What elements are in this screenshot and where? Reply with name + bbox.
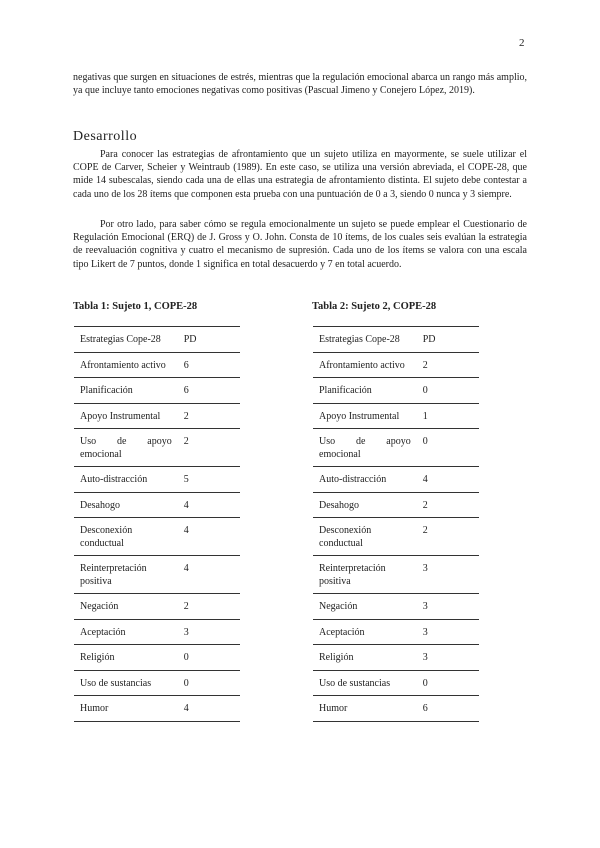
pd-cell: 6 (178, 378, 240, 404)
strategy-cell: Estrategias Cope-28 (74, 327, 178, 353)
table-row (74, 403, 240, 429)
table-row (313, 352, 479, 378)
pd-cell: 3 (417, 594, 479, 620)
section-heading: Desarrollo (73, 129, 138, 144)
table-row (74, 556, 240, 594)
table-row (74, 352, 240, 378)
table-1-caption: Tabla 1: Sujeto 1, COPE-28 (73, 301, 198, 312)
pd-cell: 3 (178, 619, 240, 645)
pd-cell: 0 (417, 378, 479, 404)
strategy-cell: Apoyo Instrumental (313, 403, 417, 429)
pd-cell: 6 (417, 696, 479, 722)
strategy-cell: Uso de apoyo emocional (74, 429, 178, 467)
table-row (74, 518, 240, 556)
table-header-row (74, 327, 240, 353)
strategy-cell: Uso de sustancias (313, 670, 417, 696)
pd-cell: 4 (417, 467, 479, 493)
table-row (313, 429, 479, 467)
paragraph-intro-continuation: negativas que surgen en situaciones de estrés, mientras que la regulación emocional abarca un rango más amplio, ya que incluye tanto emociones negativas como positivas (Pascual Jimeno y Conejero López, 2019). (73, 72, 527, 97)
pd-cell: PD (417, 327, 479, 353)
paragraph-erq: Por otro lado, para saber cómo se regula emocionalmente un sujeto se puede emplear el Cuestionario de Regulación Emocional (ERQ) de J. Gross y O. John. Consta de 10 ítems, de los cuales seis evalúan la estrategia de reevaluación cognitiva y cuatro el mecanismo de supresión. Cada uno de los ítems se valora con una escala tipo Likert de 7 puntos, donde 1 significa en total desacuerdo y 7 en total acuerdo. (73, 219, 527, 270)
strategy-cell: Aceptación (74, 619, 178, 645)
table-2-subject-2 (313, 326, 479, 722)
table-2-caption: Tabla 2: Sujeto 2, COPE-28 (312, 301, 437, 312)
strategy-cell: Apoyo Instrumental (74, 403, 178, 429)
strategy-cell: Desconexión conductual (313, 518, 417, 556)
pd-cell: 4 (178, 556, 240, 594)
table-1-subject-1 (74, 326, 240, 722)
table-row (313, 492, 479, 518)
pd-cell: PD (178, 327, 240, 353)
strategy-cell: Humor (74, 696, 178, 722)
pd-cell: 4 (178, 696, 240, 722)
table-row (313, 645, 479, 671)
strategy-cell: Desahogo (74, 492, 178, 518)
table-row (74, 492, 240, 518)
strategy-cell: Reinterpretación positiva (313, 556, 417, 594)
table-row (74, 594, 240, 620)
table-row (74, 378, 240, 404)
pd-cell: 3 (417, 619, 479, 645)
table-row (313, 556, 479, 594)
paragraph-cope: Para conocer las estrategias de afrontamiento que un sujeto utiliza en mayormente, se suele utilizar el COPE de Carver, Scheier y Weintraub (1989). En este caso, se utiliza una versión abreviada, el COPE-28, que mide 14 subescalas, siendo cada una de ellas una estrategia de afrontamiento distinta. El sujeto debe contestar a cada uno de los 28 ítems que componen esta prueba con una puntuación de 0 a 3, siendo 0 nunca y 3 siempre. (73, 149, 527, 200)
page-number: 2 (519, 37, 525, 49)
pd-cell: 2 (178, 594, 240, 620)
pd-cell: 5 (178, 467, 240, 493)
pd-cell: 2 (417, 492, 479, 518)
table-row (74, 619, 240, 645)
pd-cell: 6 (178, 352, 240, 378)
table-row (313, 696, 479, 722)
strategy-cell: Planificación (313, 378, 417, 404)
pd-cell: 1 (417, 403, 479, 429)
table-header-row (313, 327, 479, 353)
table-row (74, 645, 240, 671)
pd-cell: 0 (178, 670, 240, 696)
strategy-cell: Aceptación (313, 619, 417, 645)
pd-cell: 2 (178, 403, 240, 429)
strategy-cell: Auto-distracción (74, 467, 178, 493)
pd-cell: 2 (417, 518, 479, 556)
strategy-cell: Uso de apoyo emocional (313, 429, 417, 467)
strategy-cell: Desahogo (313, 492, 417, 518)
table-row (313, 403, 479, 429)
strategy-cell: Uso de sustancias (74, 670, 178, 696)
table-row (74, 467, 240, 493)
table-row (74, 696, 240, 722)
pd-cell: 2 (417, 352, 479, 378)
pd-cell: 3 (417, 556, 479, 594)
table-row (74, 670, 240, 696)
strategy-cell: Afrontamiento activo (313, 352, 417, 378)
table-row (313, 518, 479, 556)
pd-cell: 0 (178, 645, 240, 671)
pd-cell: 3 (417, 645, 479, 671)
pd-cell: 0 (417, 670, 479, 696)
strategy-cell: Negación (74, 594, 178, 620)
table-row (313, 467, 479, 493)
pd-cell: 0 (417, 429, 479, 467)
table-row (313, 670, 479, 696)
strategy-cell: Negación (313, 594, 417, 620)
strategy-cell: Reinterpretación positiva (74, 556, 178, 594)
table-row (313, 594, 479, 620)
strategy-cell: Estrategias Cope-28 (313, 327, 417, 353)
table-row (313, 619, 479, 645)
strategy-cell: Planificación (74, 378, 178, 404)
strategy-cell: Afrontamiento activo (74, 352, 178, 378)
strategy-cell: Religión (313, 645, 417, 671)
strategy-cell: Religión (74, 645, 178, 671)
strategy-cell: Desconexión conductual (74, 518, 178, 556)
pd-cell: 4 (178, 518, 240, 556)
strategy-cell: Humor (313, 696, 417, 722)
strategy-cell: Auto-distracción (313, 467, 417, 493)
pd-cell: 4 (178, 492, 240, 518)
table-row (313, 378, 479, 404)
pd-cell: 2 (178, 429, 240, 467)
table-row (74, 429, 240, 467)
